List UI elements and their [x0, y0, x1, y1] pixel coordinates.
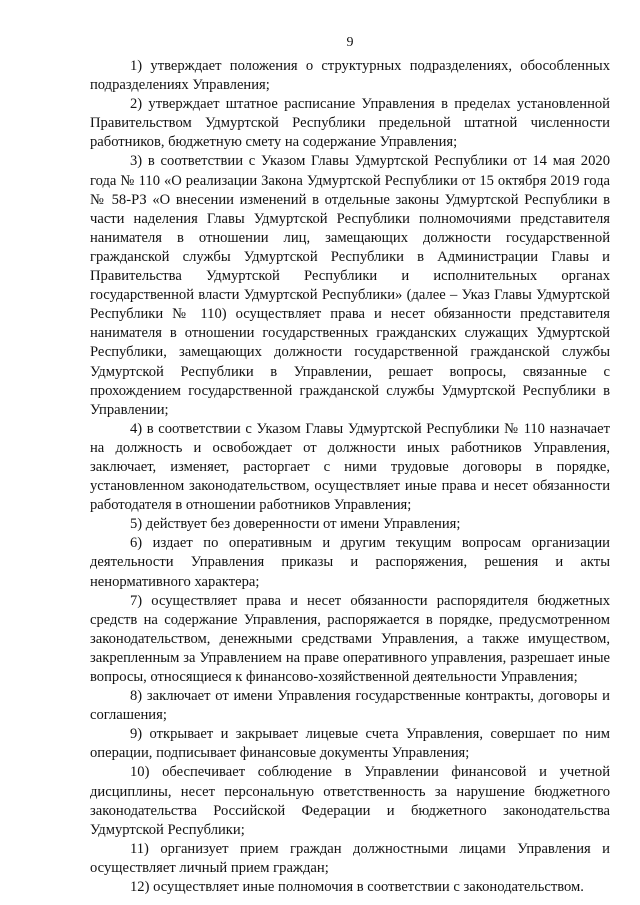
document-page: [90, 0, 610, 905]
list-item-1: 1) утверждает положения о структурных подразделениях, обособленных подразделениях Управления;: [90, 58, 610, 94]
page-number: 9: [346, 35, 354, 50]
list-item-4: 4) в соответствии с Указом Главы Удмуртской Республики № 110 назначает на должность и освобождает от должности иных работников Управления, заключает, изменяет, расторгает с ними трудовые договоры в порядке, установленном законодательством, осуществляет иные права и несет обязанности работодателя в отношении работников Управления;: [90, 420, 610, 514]
list-item-11: 11) организует прием граждан должностными лицами Управления и осуществляет личный прием граждан;: [90, 840, 610, 876]
document-body: [90, 57, 610, 897]
list-item-8: 8) заключает от имени Управления государственные контракты, договоры и соглашения;: [90, 688, 610, 724]
list-item-10: 10) обеспечивает соблюдение в Управлении финансовой и учетной дисциплины, несет персональную ответственность за нарушение бюджетного законодательства Российской Федерации и бюджетного законодательства Удмуртской Республики;: [90, 764, 610, 838]
list-item-5: 5) действует без доверенности от имени Управления;: [130, 516, 461, 533]
list-item-9: 9) открывает и закрывает лицевые счета Управления, совершает по ним операции, подписывает финансовые документы Управления;: [90, 726, 610, 762]
list-item-6: 6) издает по оперативным и другим текущим вопросам организации деятельности Управления приказы и распоряжения, решения и акты ненормативного характера;: [90, 535, 610, 590]
list-item-2: 2) утверждает штатное расписание Управления в пределах установленной Правительством Удмуртской Республики предельной штатной численности работников, бюджетную смету на содержание Управления;: [90, 96, 610, 151]
list-item-12: 12) осуществляет иные полномочия в соответствии с законодательством.: [130, 879, 584, 896]
list-item-3: 3) в соответствии с Указом Главы Удмуртской Республики от 14 мая 2020 года № 110 «О реализации Закона Удмуртской Республики от 15 октября 2019 года № 58-РЗ «О внесении изменений в отдельные законы Удмуртской Республики в части наделения Главы Удмуртской Республики полномочиями представителя нанимателя в отношении лиц, замещающих должности государственной гражданской службы Удмуртской Республики в Администрации Главы и Правительства Удмуртской Республики и исполнительных органах государственной власти Удмуртской Республики» (далее – Указ Главы Удмуртской Республики № 110) осуществляет права и несет обязанности представителя нанимателя в отношении государственных гражданских служащих Удмуртской Республики, замещающих должности государственной гражданской службы Удмуртской Республики в Управлении, решает вопросы, связанные с прохождением государственной гражданской службы Удмуртской Республики в Управлении;: [90, 153, 610, 418]
list-item-7: 7) осуществляет права и несет обязанности распорядителя бюджетных средств на содержание Управления, распоряжается в порядке, предусмотренном законодательством, денежными средствами Управления, а также имуществом, закрепленным за Управлением на праве оперативного управления, разрешает иные вопросы, относящиеся к финансово-хозяйственной деятельности Управления;: [90, 592, 610, 685]
